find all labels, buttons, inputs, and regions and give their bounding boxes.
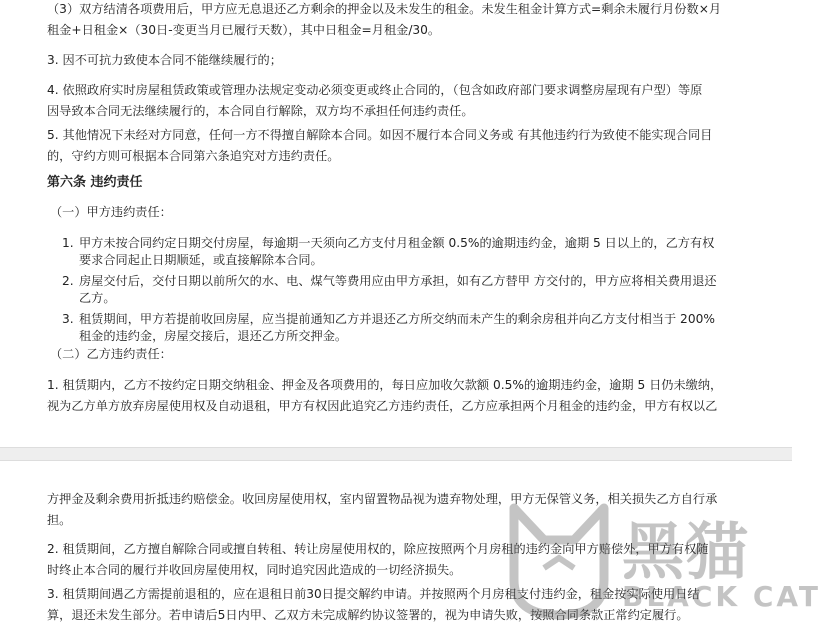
text-line: 的，守约方则可根据本合同第六条追究对方违约责任。 [47, 149, 340, 163]
text-line: 算，退还未发生部分。若申请后5日内甲、乙双方未完成解约协议签署的，视为申请失败，按照合同条款正常约定履行。 [47, 608, 689, 622]
list-number: 2. [62, 274, 74, 288]
text-line: 2. 租赁期间，乙方擅自解除合同或擅自转租、转让房屋使用权的，除应按照两个月房租的违约金向甲方赔偿外，甲方有权随 [47, 542, 709, 556]
text-line: 要求合同起止日期顺延，或直接解除本合同。 [79, 253, 323, 267]
text-line: 租金的违约金，房屋交接后，退还乙方所交押金。 [79, 329, 348, 343]
text-line: （3）双方结清各项费用后，甲方应无息退还乙方剩余的押金以及未发生的租金。未发生租金计算方式=剩余未履行月份数×月 [47, 2, 722, 16]
text-line: 房屋交付后，交付日期以前所欠的水、电、煤气等费用应由甲方承担，如有乙方替甲 方交付的，甲方应将相关费用退还 [79, 274, 717, 288]
black-cat-watermark [504, 496, 821, 624]
text-line: 乙方。 [79, 291, 116, 305]
watermark-english: BLACK CAT [622, 580, 821, 613]
black-cat-logo-icon [504, 500, 614, 620]
text-line: 5. 其他情况下未经对方同意，任何一方不得擅自解除本合同。如因不履行本合同义务或 有其他违约行为致使不能实现合同目 [47, 128, 713, 142]
text-line: 时终止本合同的履行并收回房屋使用权，同时追究因此造成的一切经济损失。 [47, 563, 462, 577]
list-number: 3. [62, 312, 74, 326]
contract-page-2 [0, 461, 821, 628]
text-line: 视为乙方单方放弃房屋使用权及自动退租，甲方有权因此追究乙方违约责任，乙方应承担两个月租金的违约金，甲方有权以乙 [47, 399, 718, 413]
list-item [62, 271, 717, 309]
text-line: 3. 租赁期间遇乙方需提前退租的，应在退租日前30日提交解约申请。并按照两个月房租支付违约金，租金按实际使用日结 [47, 587, 700, 601]
article-6-heading: 第六条 违约责任 [47, 175, 143, 190]
party-a-liability-list [62, 233, 717, 347]
page-break [0, 447, 792, 461]
text-line: 甲方未按合同约定日期交付房屋，每逾期一天须向乙方支付月租金额 0.5%的逾期违约金，逾期 5 日以上的，乙方有权 [79, 236, 715, 250]
text-line: 3. 因不可抗力致使本合同不能继续履行的； [47, 53, 282, 67]
list-item [62, 309, 717, 347]
text-line: 租金+日租金×（30日-变更当月已履行天数），其中日租金=月租金/30。 [47, 23, 441, 37]
text-line: 方押金及剩余费用折抵违约赔偿金。收回房屋使用权，室内留置物品视为遗弃物处理，甲方无保管义务，相关损失乙方自行承 [47, 492, 718, 506]
termination-item-4 [47, 80, 702, 122]
party-a-liability-heading: （一）甲方违约责任： [50, 205, 172, 219]
list-number: 1. [62, 236, 74, 250]
text-line: 4. 依照政府实时房屋租赁政策或管理办法规定变动必须变更或终止合同的，（包含如政府部门要求调整房屋现有户型）等原 [47, 83, 703, 97]
text-line: 租赁期间，甲方若提前收回房屋，应当提前通知乙方并退还乙方所交纳而未产生的剩余房租并向乙方支付相当于 200% [79, 312, 715, 326]
text-line: 因导致本合同无法继续履行的，本合同自行解除，双方均不承担任何违约责任。 [47, 104, 474, 118]
termination-item-3 [47, 50, 282, 71]
party-b-item-1 [47, 375, 722, 417]
clause-3-refund [47, 0, 721, 41]
watermark-chinese: 黑猫 [622, 515, 751, 588]
text-line: 担。 [47, 513, 72, 527]
party-b-liability-heading: （二）乙方违约责任： [50, 347, 172, 361]
text-line: 1. 租赁期内，乙方不按约定日期交纳租金、押金及各项费用的，每日应加收欠款额 0.5%的逾期违约金，逾期 5 日仍未缴纳， [47, 378, 723, 392]
list-item [62, 233, 717, 271]
termination-item-5 [47, 125, 712, 167]
